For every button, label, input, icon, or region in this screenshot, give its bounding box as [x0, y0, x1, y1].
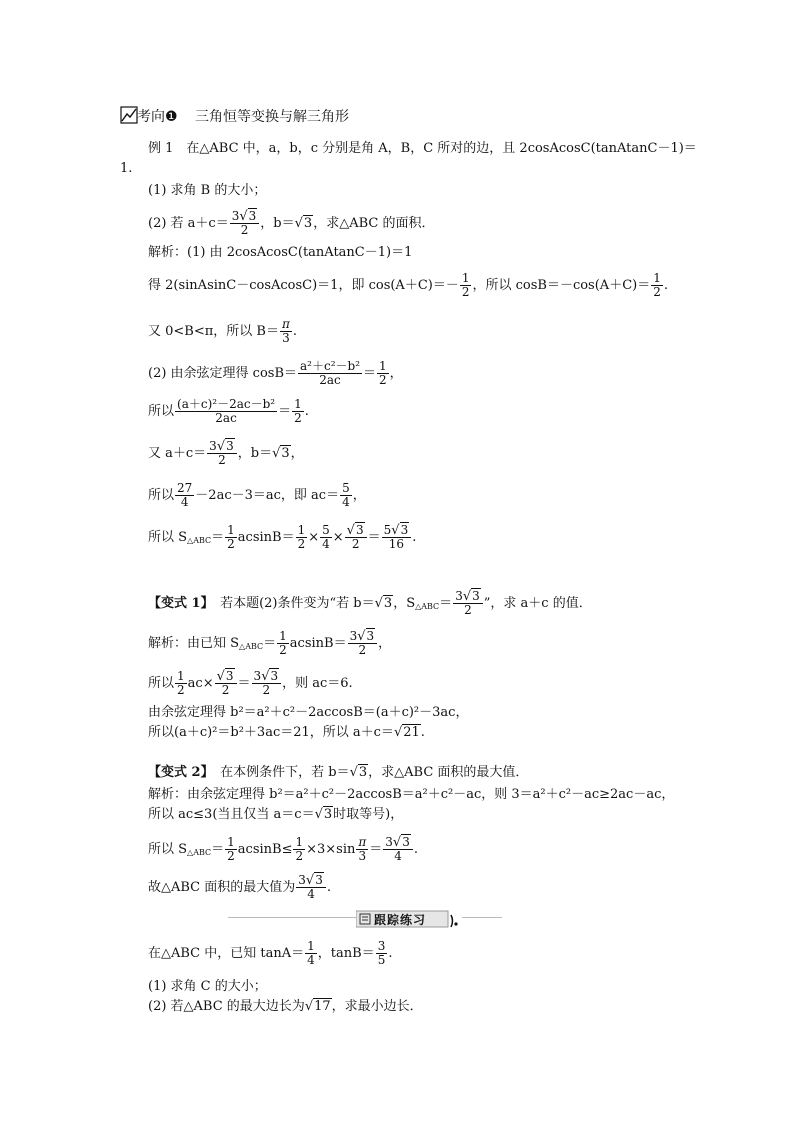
- section-title: 三角恒等变换与解三角形: [195, 109, 349, 125]
- trend-chart-icon: [120, 106, 138, 124]
- example-stem: 例 1 在△ABC 中，a，b，c 分别是角 A，B，C 所对的边，且 2cosAcosC(tanAtanC－1)＝: [148, 141, 697, 156]
- solution-2: 得 2(sinAsinC－cosAcosC)＝1，即 cos(A＋C)＝－ $\frac{1}{2}$ ，所以 cosB＝－cos(A＋C)＝ $\frac{1}{2}$ .: [148, 271, 668, 299]
- question-2: (2) 若 a＋c＝ $\frac{3√3}{2}$ ，b＝√3，求△ABC 的面积．: [148, 209, 435, 237]
- variant-2-line-2: 所以 ac≤3(当且仅当 a＝c＝√3时取等号)，: [148, 807, 404, 822]
- question-1: (1) 求角 B 的大小；: [148, 183, 267, 198]
- section-prefix: 考向❶: [137, 109, 178, 125]
- solution-3: 又 0<B<π，所以 B＝ $\frac{\pi}{3}$ .: [148, 317, 298, 345]
- variant-2-line-1: 解析：由余弦定理得 b²＝a²＋c²－2accosB＝a²＋c²－ac，则 3＝a²＋c²－ac≥2ac－ac，: [148, 787, 675, 802]
- solution-6: 又 a＋c＝ $\frac{3√3}{2}$ ，b＝√3，: [148, 439, 304, 467]
- divider-right: [462, 917, 502, 918]
- variant-1-line-3: 由余弦定理得 b²＝a²＋c²－2accosB＝(a＋c)²－3ac，: [148, 705, 469, 720]
- practice-stem: 在△ABC 中，已知 tanA＝ $\frac{1}{4}$ ，tanB＝ $\frac{3}{5}$ .: [148, 939, 393, 967]
- solution-5: 所以 $\frac{\text{(a＋c)²－2ac－b²}}{2ac}$ ＝ $\frac{1}{2}$ .: [148, 397, 309, 425]
- solution-8: 所以 $S_{\triangle ABC}=$ $\frac{1}{2}$ acsinB＝ $\frac{1}{2}$ × $\frac{5}{4}$ × $\frac{√3}{2}$ ＝ $\frac{5√3}{16}$ .: [148, 523, 417, 551]
- variant-2-line-4: 故△ABC 面积的最大值为 $\frac{3√3}{4}$ .: [148, 873, 331, 901]
- variant-2-line-3: 所以 $S_{\triangle ABC}=$ $\frac{1}{2}$ acsinB≤ $\frac{1}{2}$ ×3×sin $\frac{\pi}{3}$ ＝ $\frac{3√3}{4}$ .: [148, 835, 418, 863]
- variant-1-line-1: 解析：由已知 $S_{\triangle ABC}=$ $\frac{1}{2}$ acsinB＝ $\frac{3√3}{2}$ ，: [148, 629, 392, 657]
- practice-banner-label: 跟踪练习: [374, 913, 427, 927]
- practice-banner: [356, 909, 460, 929]
- solution-4: (2) 由余弦定理得 cosB＝ $\frac{\text{a²＋c²－b²}}{2ac}$ ＝ $\frac{1}{2}$ ，: [148, 359, 403, 387]
- variant-1-stem: 【变式 1】 若本题(2)条件变为“若 b＝√3，$S_{\triangle ABC}=$ $\frac{3√3}{2}$ ”，求 a＋c 的值．: [148, 589, 592, 617]
- practice-question-1: (1) 求角 C 的大小；: [148, 979, 267, 994]
- example-stem-cont: 1.: [120, 161, 133, 176]
- practice-question-2: (2) 若△ABC 的最大边长为√17，求最小边长．: [148, 999, 423, 1014]
- solution-1: 解析：(1) 由 2cosAcosC(tanAtanC－1)＝1: [148, 245, 413, 260]
- divider-left: [228, 917, 356, 918]
- variant-1-line-4: 所以(a＋c)²＝b²＋3ac＝21，所以 a＋c＝√21.: [148, 725, 425, 740]
- solution-7: 所以 $\frac{27}{4}$ －2ac－3＝ac，即 ac＝ $\frac{5}{4}$ ，: [148, 481, 366, 509]
- variant-1-line-2: 所以 $\frac{1}{2}$ ac× $\frac{√3}{2}$ ＝ $\frac{3√3}{2}$ ，则 ac＝6.: [148, 669, 353, 697]
- variant-2-stem: 【变式 2】 在本例条件下，若 b＝√3，求△ABC 面积的最大值．: [148, 765, 529, 780]
